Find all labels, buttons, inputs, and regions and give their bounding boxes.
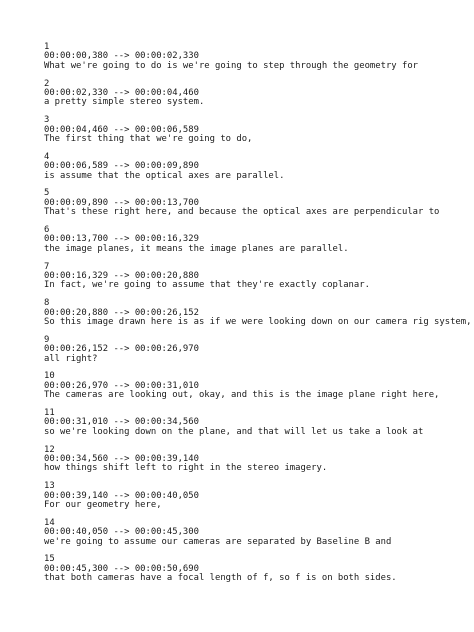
subtitle-cue bbox=[44, 189, 464, 226]
cue-index: 6 bbox=[44, 224, 50, 235]
cue-index: 15 bbox=[44, 554, 55, 565]
cue-text: so we're looking down on the plane, and that will let us take a look at bbox=[44, 426, 424, 437]
cue-index: 12 bbox=[44, 444, 55, 455]
cue-timing: 00:00:02,330 --> 00:00:04,460 bbox=[44, 88, 199, 98]
subtitle-cue bbox=[44, 153, 464, 190]
subtitle-cue bbox=[44, 446, 464, 483]
cue-index: 4 bbox=[44, 151, 50, 162]
subtitle-cue bbox=[44, 482, 464, 519]
cue-text: What we're going to do is we're going to step through the geometry for bbox=[44, 60, 419, 71]
subtitle-cue bbox=[44, 263, 464, 300]
subtitle-cue bbox=[44, 336, 464, 373]
cue-timing: 00:00:13,700 --> 00:00:16,329 bbox=[44, 234, 199, 245]
subtitle-cue bbox=[44, 116, 464, 153]
cue-text: For our geometry here, bbox=[44, 499, 162, 510]
cue-text: how things shift left to right in the stereo imagery. bbox=[44, 463, 328, 474]
cue-text: So this image drawn here is as if we were looking down on our camera rig system, bbox=[44, 316, 472, 327]
cue-index: 13 bbox=[44, 481, 55, 492]
cue-timing: 00:00:00,380 --> 00:00:02,330 bbox=[44, 51, 199, 62]
cue-timing: 00:00:04,460 --> 00:00:06,589 bbox=[44, 124, 199, 135]
cue-timing: 00:00:34,560 --> 00:00:39,140 bbox=[44, 453, 199, 464]
cue-timing: 00:00:20,880 --> 00:00:26,152 bbox=[44, 307, 199, 318]
cue-text: is assume that the optical axes are parallel. bbox=[44, 170, 285, 181]
cue-timing: 00:00:26,970 --> 00:00:31,010 bbox=[44, 380, 199, 391]
subtitle-cue bbox=[44, 519, 464, 556]
cue-index: 11 bbox=[44, 407, 55, 418]
cue-timing: 00:00:40,050 --> 00:00:45,300 bbox=[44, 527, 199, 538]
cue-index: 9 bbox=[44, 334, 50, 345]
cue-index: 10 bbox=[44, 371, 55, 382]
subtitle-cue-list bbox=[44, 42, 472, 592]
cue-index: 2 bbox=[44, 78, 50, 89]
cue-text: a pretty simple stereo system. bbox=[44, 97, 205, 108]
subtitle-cue bbox=[44, 298, 472, 336]
subtitle-cue bbox=[44, 372, 464, 409]
cue-text: In fact, we're going to assume that they're exactly coplanar. bbox=[44, 280, 370, 291]
cue-index: 7 bbox=[44, 261, 50, 272]
subtitle-cue bbox=[44, 226, 464, 263]
cue-timing: 00:00:31,010 --> 00:00:34,560 bbox=[44, 417, 199, 428]
cue-index: 3 bbox=[44, 115, 50, 126]
cue-timing: 00:00:06,589 --> 00:00:09,890 bbox=[44, 161, 199, 172]
cue-text: all right? bbox=[44, 353, 98, 364]
cue-text: that both cameras have a focal length of f, so f is on both sides. bbox=[44, 573, 397, 584]
subtitle-cue bbox=[44, 555, 464, 592]
cue-index: 1 bbox=[44, 42, 50, 52]
subtitle-cue bbox=[44, 43, 464, 80]
cue-timing: 00:00:09,890 --> 00:00:13,700 bbox=[44, 197, 199, 208]
cue-index: 5 bbox=[44, 188, 50, 199]
subtitle-cue bbox=[44, 409, 464, 446]
cue-index: 14 bbox=[44, 517, 55, 528]
cue-text: the image planes, it means the image planes are parallel. bbox=[44, 243, 349, 254]
subtitle-cue bbox=[44, 80, 464, 117]
cue-text: The first thing that we're going to do, bbox=[44, 134, 253, 144]
cue-index: 8 bbox=[44, 298, 50, 309]
cue-timing: 00:00:39,140 --> 00:00:40,050 bbox=[44, 490, 199, 501]
cue-text: The cameras are looking out, okay, and this is the image plane right here, bbox=[44, 390, 440, 401]
cue-text: we're going to assume our cameras are separated by Baseline B and bbox=[44, 536, 392, 547]
cue-timing: 00:00:45,300 --> 00:00:50,690 bbox=[44, 563, 199, 574]
cue-timing: 00:00:26,152 --> 00:00:26,970 bbox=[44, 344, 199, 355]
cue-timing: 00:00:16,329 --> 00:00:20,880 bbox=[44, 270, 199, 281]
cue-text: That's these right here, and because the optical axes are perpendicular to bbox=[44, 207, 440, 218]
